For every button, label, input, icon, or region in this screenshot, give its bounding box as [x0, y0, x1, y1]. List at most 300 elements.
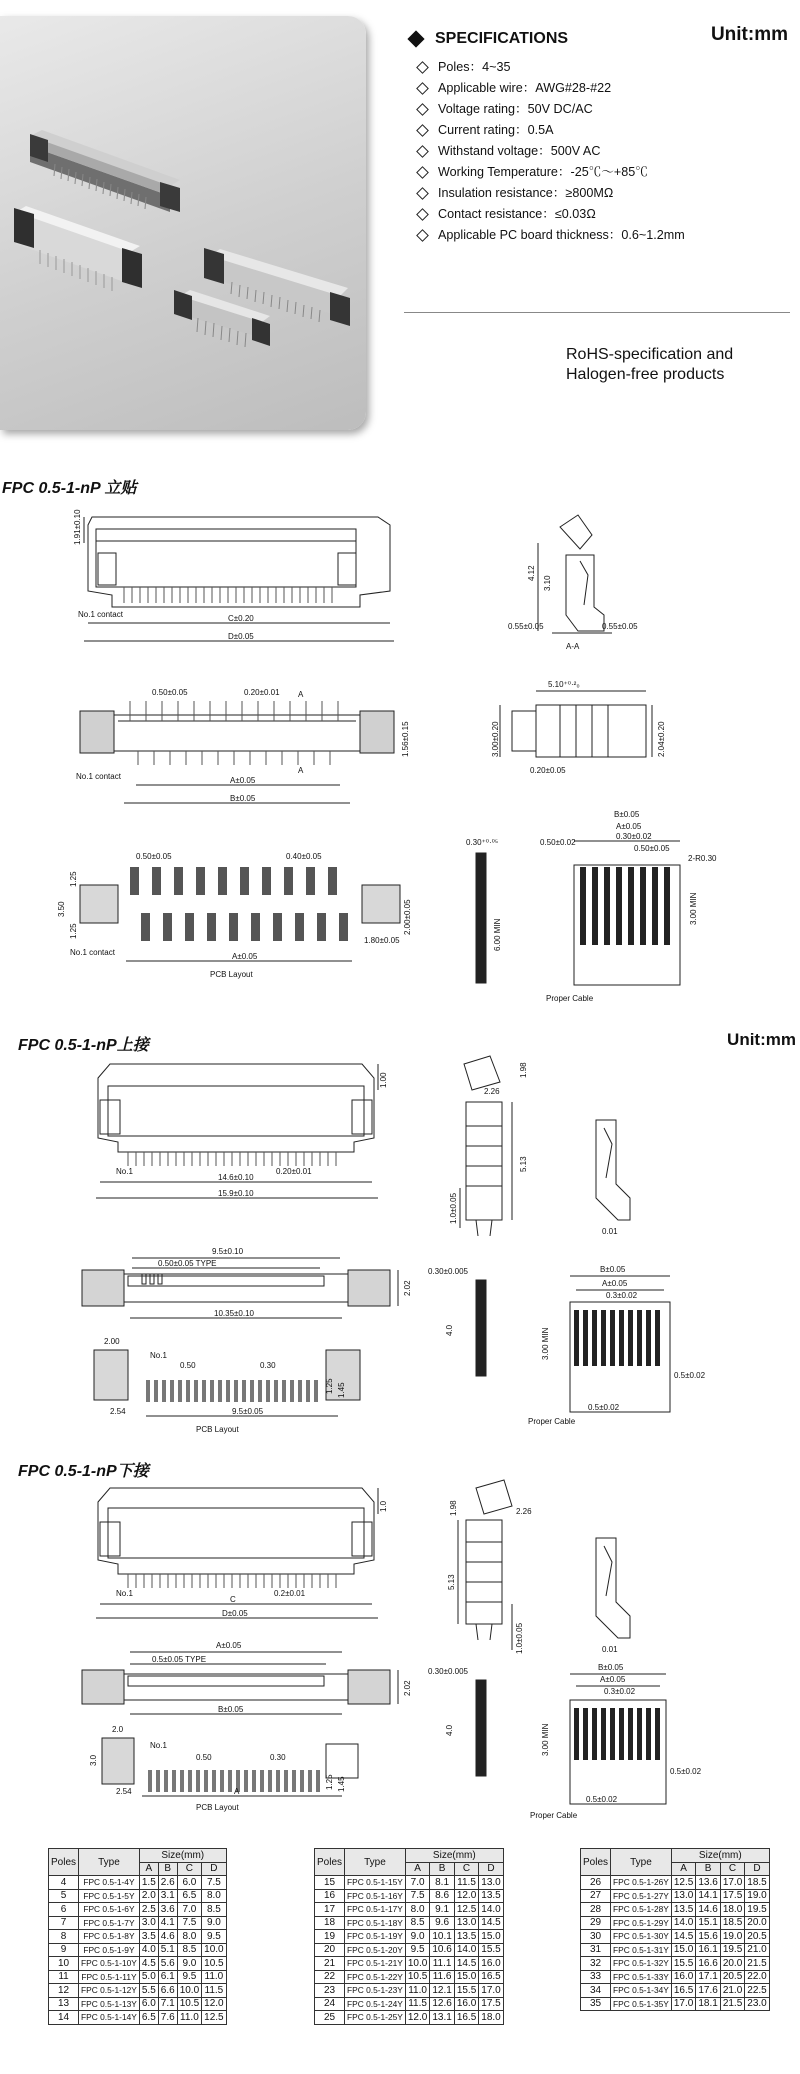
- cell-c: 6.5: [177, 1889, 201, 1903]
- col-c: C: [177, 1862, 201, 1876]
- cell-poles: 34: [581, 1984, 611, 1998]
- s1-pcb-layout: PCB Layout: [210, 970, 253, 979]
- cell-c: 20.0: [720, 1957, 744, 1971]
- s1-pcb-350: 3.50: [57, 901, 66, 917]
- cell-c: 9.5: [177, 1970, 201, 1984]
- cell-poles: 20: [315, 1943, 345, 1957]
- cell-type: FPC 0.5-1-15Y: [345, 1876, 406, 1890]
- s3-pcb-no1: No.1: [150, 1741, 167, 1750]
- s2-label-1035: 10.35±0.10: [214, 1309, 254, 1318]
- cell-d: 10.0: [202, 1943, 226, 1957]
- cell-a: 1.5: [139, 1876, 158, 1890]
- cell-c: 11.0: [177, 2011, 201, 2025]
- cell-poles: 17: [315, 1903, 345, 1917]
- cell-a: 5.0: [139, 1970, 158, 1984]
- cell-b: 14.6: [696, 1903, 720, 1917]
- s3-pcb-30: 3.0: [89, 1754, 98, 1766]
- table-row: [49, 1997, 227, 2011]
- s3-label-10: 1.0: [379, 1500, 388, 1512]
- s1-label-020b: 0.20±0.05: [530, 766, 566, 775]
- rohs-line-2: Halogen-free products: [566, 366, 725, 383]
- cell-a: 11.5: [405, 1997, 429, 2011]
- cell-type: FPC 0.5-1-6Y: [79, 1903, 140, 1917]
- cell-c: 14.0: [454, 1943, 478, 1957]
- s2-label-type: 0.50±0.05 TYPE: [158, 1259, 217, 1268]
- diamond-bullet-icon: [416, 187, 429, 200]
- s2-label-10: 1.0±0.05: [449, 1192, 458, 1224]
- cell-a: 16.0: [671, 1970, 695, 1984]
- s3-pcb-layout: PCB Layout: [196, 1803, 239, 1812]
- s2-pcb-125: 1.25: [325, 1378, 334, 1394]
- table-row: [49, 1889, 227, 1903]
- cell-poles: 32: [581, 1957, 611, 1971]
- section-1-drawing: [0, 495, 800, 1015]
- cell-b: 6.1: [158, 1970, 177, 1984]
- s3-pcb-145: 1.45: [337, 1776, 346, 1792]
- diamond-bullet-icon: [416, 208, 429, 221]
- table-row: [581, 1957, 770, 1971]
- cell-d: 12.0: [202, 1997, 226, 2011]
- cell-type: FPC 0.5-1-25Y: [345, 2011, 406, 2025]
- cell-poles: 35: [581, 1997, 611, 2011]
- s2-proper-cable: Proper Cable: [528, 1417, 576, 1426]
- cell-d: 8.5: [202, 1903, 226, 1917]
- cell-d: 15.5: [479, 1943, 503, 1957]
- cell-d: 20.5: [745, 1930, 769, 1944]
- cell-b: 3.1: [158, 1889, 177, 1903]
- cell-b: 3.6: [158, 1903, 177, 1917]
- s2-label-198: 1.98: [519, 1062, 528, 1078]
- cell-poles: 9: [49, 1943, 79, 1957]
- col-size: Size(mm): [405, 1849, 503, 1863]
- s2-cab-300: 3.00 MIN: [541, 1327, 550, 1360]
- table-row: [315, 1916, 504, 1930]
- cell-poles: 28: [581, 1903, 611, 1917]
- s2-cab-05a: 0.5±0.02: [674, 1371, 706, 1380]
- cell-type: FPC 0.5-1-26Y: [611, 1876, 672, 1890]
- specifications-list: [418, 57, 685, 246]
- diamond-bullet-icon: [416, 229, 429, 242]
- cell-type: FPC 0.5-1-22Y: [345, 1970, 406, 1984]
- cell-poles: 31: [581, 1943, 611, 1957]
- cell-d: 21.0: [745, 1943, 769, 1957]
- table-row: [49, 1943, 227, 1957]
- cell-b: 11.6: [430, 1970, 454, 1984]
- s1-cab-b: B±0.05: [614, 810, 640, 819]
- size-table-2: [314, 1848, 504, 2025]
- col-c: C: [454, 1862, 478, 1876]
- specifications-heading: [410, 30, 568, 48]
- s1-label-412: 4.12: [527, 565, 536, 581]
- cell-type: FPC 0.5-1-18Y: [345, 1916, 406, 1930]
- divider-line: [404, 312, 790, 313]
- cell-d: 19.0: [745, 1889, 769, 1903]
- col-a: A: [139, 1862, 158, 1876]
- s3-pcb-030: 0.30: [270, 1753, 286, 1762]
- s1-cab-0302: 0.30±0.02: [616, 832, 652, 841]
- section-2-unit: Unit:mm: [727, 1030, 796, 1049]
- cell-type: FPC 0.5-1-7Y: [79, 1916, 140, 1930]
- spec-text: Contact resistance：≤0.03Ω: [438, 207, 596, 221]
- cell-type: FPC 0.5-1-12Y: [79, 1984, 140, 1998]
- table-row: [49, 1984, 227, 1998]
- cell-b: 10.6: [430, 1943, 454, 1957]
- s3-label-d: D±0.05: [222, 1609, 248, 1618]
- s2-label-95: 9.5±0.10: [212, 1247, 244, 1256]
- cell-d: 11.5: [202, 1984, 226, 1998]
- col-size: Size(mm): [139, 1849, 226, 1863]
- cell-c: 19.5: [720, 1943, 744, 1957]
- spec-text: Current rating：0.5A: [438, 123, 554, 137]
- s1-label-191: 1.91±0.10: [73, 509, 82, 545]
- table-row: [315, 1957, 504, 1971]
- col-b: B: [430, 1862, 454, 1876]
- s3-cab-05a: 0.5±0.02: [670, 1767, 702, 1776]
- cell-poles: 13: [49, 1997, 79, 2011]
- spec-item: [418, 120, 685, 141]
- cell-b: 16.1: [696, 1943, 720, 1957]
- connector-image-2: [14, 206, 142, 291]
- s3-cab-40: 4.0: [445, 1724, 454, 1736]
- table-row: [49, 1957, 227, 1971]
- cell-a: 2.0: [139, 1889, 158, 1903]
- cell-a: 11.0: [405, 1984, 429, 1998]
- table-row: [315, 1984, 504, 1998]
- cell-c: 21.5: [720, 1997, 744, 2011]
- col-poles: Poles: [581, 1849, 611, 1876]
- cell-c: 18.0: [720, 1903, 744, 1917]
- spec-text: Withstand voltage：500V AC: [438, 144, 601, 158]
- section-2-drawing: [0, 1048, 800, 1448]
- cell-b: 2.6: [158, 1876, 177, 1890]
- table-row: [581, 1997, 770, 2011]
- table-row: [315, 1903, 504, 1917]
- s2-pcb-030: 0.30: [260, 1361, 276, 1370]
- table-row: [315, 1876, 504, 1890]
- cell-a: 15.0: [671, 1943, 695, 1957]
- s1-cab-050a: 0.50±0.02: [540, 838, 576, 847]
- cell-d: 16.0: [479, 1957, 503, 1971]
- cell-a: 8.5: [405, 1916, 429, 1930]
- s2-pcb-200: 2.00: [104, 1337, 120, 1346]
- cell-poles: 14: [49, 2011, 79, 2025]
- cell-d: 20.0: [745, 1916, 769, 1930]
- cell-poles: 30: [581, 1930, 611, 1944]
- cell-c: 20.5: [720, 1970, 744, 1984]
- cell-b: 5.6: [158, 1957, 177, 1971]
- s3-label-513: 5.13: [447, 1574, 456, 1590]
- s1-pcb-200: 2.00±0.05: [403, 899, 412, 935]
- s1-pcb-040: 0.40±0.05: [286, 852, 322, 861]
- s2-pcb-050: 0.50: [180, 1361, 196, 1370]
- s1-cab-a: A±0.05: [616, 822, 642, 831]
- diamond-bullet-icon: [416, 82, 429, 95]
- cell-a: 15.5: [671, 1957, 695, 1971]
- s3-pcb-a: A: [234, 1787, 240, 1796]
- s2-label-226: 2.26: [484, 1087, 500, 1096]
- s2-cab-a: A±0.05: [602, 1279, 628, 1288]
- s1-pcb-125a: 1.25: [69, 871, 78, 887]
- cell-b: 8.1: [430, 1876, 454, 1890]
- cell-d: 19.5: [745, 1903, 769, 1917]
- s3-cab-05b: 0.5±0.02: [586, 1795, 618, 1804]
- cell-poles: 12: [49, 1984, 79, 1998]
- table-row: [581, 1916, 770, 1930]
- col-a: A: [671, 1862, 695, 1876]
- spec-text: Applicable PC board thickness：0.6~1.2mm: [438, 228, 685, 242]
- cell-poles: 19: [315, 1930, 345, 1944]
- s2-pcb-no1: No.1: [150, 1351, 167, 1360]
- s3-label-001: 0.01: [602, 1645, 618, 1654]
- spec-item: [418, 78, 685, 99]
- size-table-1: [48, 1848, 227, 2025]
- s1-pcb-a005: A±0.05: [232, 952, 258, 961]
- s1-pcb-050: 0.50±0.05: [136, 852, 172, 861]
- s3-cab-a: A±0.05: [600, 1675, 626, 1684]
- s1-label-no1-b: No.1 contact: [76, 772, 121, 781]
- s3-cab-030: 0.30±0.005: [428, 1667, 468, 1676]
- table-row: [315, 1997, 504, 2011]
- cell-type: FPC 0.5-1-14Y: [79, 2011, 140, 2025]
- cell-b: 17.6: [696, 1984, 720, 1998]
- spec-item: [418, 99, 685, 120]
- cell-type: FPC 0.5-1-5Y: [79, 1889, 140, 1903]
- cell-type: FPC 0.5-1-30Y: [611, 1930, 672, 1944]
- cell-poles: 26: [581, 1876, 611, 1890]
- connector-image-1: [30, 130, 180, 212]
- cell-b: 11.1: [430, 1957, 454, 1971]
- cell-a: 14.0: [671, 1916, 695, 1930]
- s1-label-156: 1.56±0.15: [401, 721, 410, 757]
- connector-photo: [0, 16, 366, 430]
- cell-type: FPC 0.5-1-29Y: [611, 1916, 672, 1930]
- cell-b: 12.1: [430, 1984, 454, 1998]
- table-row: [49, 1876, 227, 1890]
- cell-a: 12.0: [405, 2011, 429, 2025]
- cell-b: 9.1: [430, 1903, 454, 1917]
- cell-b: 4.1: [158, 1916, 177, 1930]
- table-row: [581, 1930, 770, 1944]
- col-b: B: [696, 1862, 720, 1876]
- cell-a: 7.0: [405, 1876, 429, 1890]
- spec-item: [418, 162, 685, 183]
- col-d: D: [479, 1862, 503, 1876]
- cell-c: 11.5: [454, 1876, 478, 1890]
- table-row: [581, 1876, 770, 1890]
- cell-type: FPC 0.5-1-35Y: [611, 1997, 672, 2011]
- s1-label-d: D±0.05: [228, 632, 254, 641]
- cell-c: 6.0: [177, 1876, 201, 1890]
- s3-pcb-050: 0.50: [196, 1753, 212, 1762]
- table-row: [315, 1930, 504, 1944]
- cell-poles: 16: [315, 1889, 345, 1903]
- spec-text: Insulation resistance：≥800MΩ: [438, 186, 614, 200]
- product-photo-panel: [0, 16, 366, 430]
- s1-label-300: 3.00±0.20: [491, 721, 500, 757]
- filled-diamond-icon: [408, 31, 425, 48]
- s1-label-310: 3.10: [543, 575, 552, 591]
- cell-a: 14.5: [671, 1930, 695, 1944]
- cell-poles: 27: [581, 1889, 611, 1903]
- cell-b: 10.1: [430, 1930, 454, 1944]
- cell-poles: 25: [315, 2011, 345, 2025]
- col-poles: Poles: [49, 1849, 79, 1876]
- s2-label-001: 0.01: [602, 1227, 618, 1236]
- s3-proper-cable: Proper Cable: [530, 1811, 578, 1820]
- s1-label-aa: A-A: [566, 642, 580, 651]
- cell-d: 9.0: [202, 1916, 226, 1930]
- s2-cab-b: B±0.05: [600, 1265, 626, 1274]
- s1-label-a-bottom: A: [298, 766, 304, 775]
- cell-c: 15.5: [454, 1984, 478, 1998]
- cell-b: 13.1: [430, 2011, 454, 2025]
- cell-poles: 11: [49, 1970, 79, 1984]
- table-row: [581, 1903, 770, 1917]
- s3-label-198: 1.98: [449, 1500, 458, 1516]
- col-b: B: [158, 1862, 177, 1876]
- cell-poles: 8: [49, 1930, 79, 1944]
- s2-label-no1: No.1: [116, 1167, 133, 1176]
- s3-label-b: B±0.05: [218, 1705, 244, 1714]
- cell-c: 16.5: [454, 2011, 478, 2025]
- spec-item: [418, 204, 685, 225]
- cell-a: 17.0: [671, 1997, 695, 2011]
- rohs-line-1: RoHS-specification and: [566, 346, 734, 363]
- cell-a: 3.5: [139, 1930, 158, 1944]
- cell-c: 12.0: [454, 1889, 478, 1903]
- cell-b: 17.1: [696, 1970, 720, 1984]
- cell-poles: 24: [315, 1997, 345, 2011]
- table-row: [581, 1889, 770, 1903]
- diamond-bullet-icon: [416, 124, 429, 137]
- cell-a: 7.5: [405, 1889, 429, 1903]
- s3-label-02: 0.2±0.01: [274, 1589, 306, 1598]
- cell-poles: 29: [581, 1916, 611, 1930]
- cell-c: 8.0: [177, 1930, 201, 1944]
- cell-c: 10.0: [177, 1984, 201, 1998]
- cell-c: 18.5: [720, 1916, 744, 1930]
- s2-label-202: 2.02: [403, 1280, 412, 1296]
- s1-pcb-125b: 1.25: [69, 923, 78, 939]
- col-type: Type: [79, 1849, 140, 1876]
- cell-a: 13.5: [671, 1903, 695, 1917]
- cell-d: 17.5: [479, 1997, 503, 2011]
- cell-b: 8.6: [430, 1889, 454, 1903]
- cell-d: 11.0: [202, 1970, 226, 1984]
- cell-type: FPC 0.5-1-28Y: [611, 1903, 672, 1917]
- s1-label-a-top: A: [298, 690, 304, 699]
- s2-pcb-254: 2.54: [110, 1407, 126, 1416]
- s1-label-055b: 0.55±0.05: [602, 622, 638, 631]
- s2-cab-030: 0.30±0.005: [428, 1267, 468, 1276]
- diamond-bullet-icon: [416, 145, 429, 158]
- col-d: D: [202, 1862, 226, 1876]
- cell-type: FPC 0.5-1-16Y: [345, 1889, 406, 1903]
- cell-a: 5.5: [139, 1984, 158, 1998]
- cell-a: 3.0: [139, 1916, 158, 1930]
- cell-type: FPC 0.5-1-13Y: [79, 1997, 140, 2011]
- cell-type: FPC 0.5-1-34Y: [611, 1984, 672, 1998]
- table-row: [581, 1943, 770, 1957]
- cell-c: 7.5: [177, 1916, 201, 1930]
- cell-c: 17.5: [720, 1889, 744, 1903]
- cell-d: 21.5: [745, 1957, 769, 1971]
- cell-c: 12.5: [454, 1903, 478, 1917]
- s1-cab-600: 6.00 MIN: [493, 918, 502, 951]
- s1-label-510: 5.10⁺⁰·²₀: [548, 680, 580, 689]
- s2-label-513: 5.13: [519, 1156, 528, 1172]
- cell-d: 17.0: [479, 1984, 503, 1998]
- cell-poles: 21: [315, 1957, 345, 1971]
- cell-d: 12.5: [202, 2011, 226, 2025]
- table-row: [49, 1903, 227, 1917]
- cell-poles: 6: [49, 1903, 79, 1917]
- cell-c: 8.5: [177, 1943, 201, 1957]
- cell-c: 13.0: [454, 1916, 478, 1930]
- cell-b: 7.1: [158, 1997, 177, 2011]
- s3-label-c: C: [230, 1595, 236, 1604]
- unit-label: Unit:mm: [710, 24, 788, 45]
- cell-type: FPC 0.5-1-31Y: [611, 1943, 672, 1957]
- cell-a: 6.0: [139, 1997, 158, 2011]
- table-row: [49, 1930, 227, 1944]
- cell-c: 14.5: [454, 1957, 478, 1971]
- table-row: [581, 1984, 770, 1998]
- cell-poles: 18: [315, 1916, 345, 1930]
- cell-c: 15.0: [454, 1970, 478, 1984]
- s2-cab-40: 4.0: [445, 1324, 454, 1336]
- s2-pcb-95: 9.5±0.05: [232, 1407, 264, 1416]
- cell-b: 7.6: [158, 2011, 177, 2025]
- s2-pcb-layout: PCB Layout: [196, 1425, 239, 1434]
- table-row: [49, 1970, 227, 1984]
- diamond-bullet-icon: [416, 166, 429, 179]
- cell-type: FPC 0.5-1-32Y: [611, 1957, 672, 1971]
- cell-c: 21.0: [720, 1984, 744, 1998]
- s3-label-105: 1.0±0.05: [515, 1622, 524, 1654]
- cell-a: 9.0: [405, 1930, 429, 1944]
- cell-b: 5.1: [158, 1943, 177, 1957]
- cell-b: 16.6: [696, 1957, 720, 1971]
- s2-label-146: 14.6±0.10: [218, 1173, 254, 1182]
- s3-label-a: A±0.05: [216, 1641, 242, 1650]
- cell-d: 23.0: [745, 1997, 769, 2011]
- s2-label-020: 0.20±0.01: [276, 1167, 312, 1176]
- s2-cab-03: 0.3±0.02: [606, 1291, 638, 1300]
- cell-poles: 23: [315, 1984, 345, 1998]
- s3-label-202: 2.02: [403, 1680, 412, 1696]
- spec-text: Applicable wire：AWG#28-#22: [438, 81, 612, 95]
- s2-label-100: 1.00: [379, 1072, 388, 1088]
- diamond-bullet-icon: [416, 103, 429, 116]
- cell-b: 15.1: [696, 1916, 720, 1930]
- cell-type: FPC 0.5-1-8Y: [79, 1930, 140, 1944]
- cell-d: 14.0: [479, 1903, 503, 1917]
- section-3-drawing: [0, 1474, 800, 1840]
- cell-b: 13.6: [696, 1876, 720, 1890]
- cell-a: 8.0: [405, 1903, 429, 1917]
- cell-poles: 4: [49, 1876, 79, 1890]
- rohs-note: [566, 345, 733, 385]
- s3-pcb-20: 2.0: [112, 1725, 124, 1734]
- table-row: [315, 1889, 504, 1903]
- cell-d: 13.0: [479, 1876, 503, 1890]
- cell-d: 18.5: [745, 1876, 769, 1890]
- col-type: Type: [345, 1849, 406, 1876]
- spec-text: Poles：4~35: [438, 60, 511, 74]
- cell-type: FPC 0.5-1-21Y: [345, 1957, 406, 1971]
- s2-cab-05b: 0.5±0.02: [588, 1403, 620, 1412]
